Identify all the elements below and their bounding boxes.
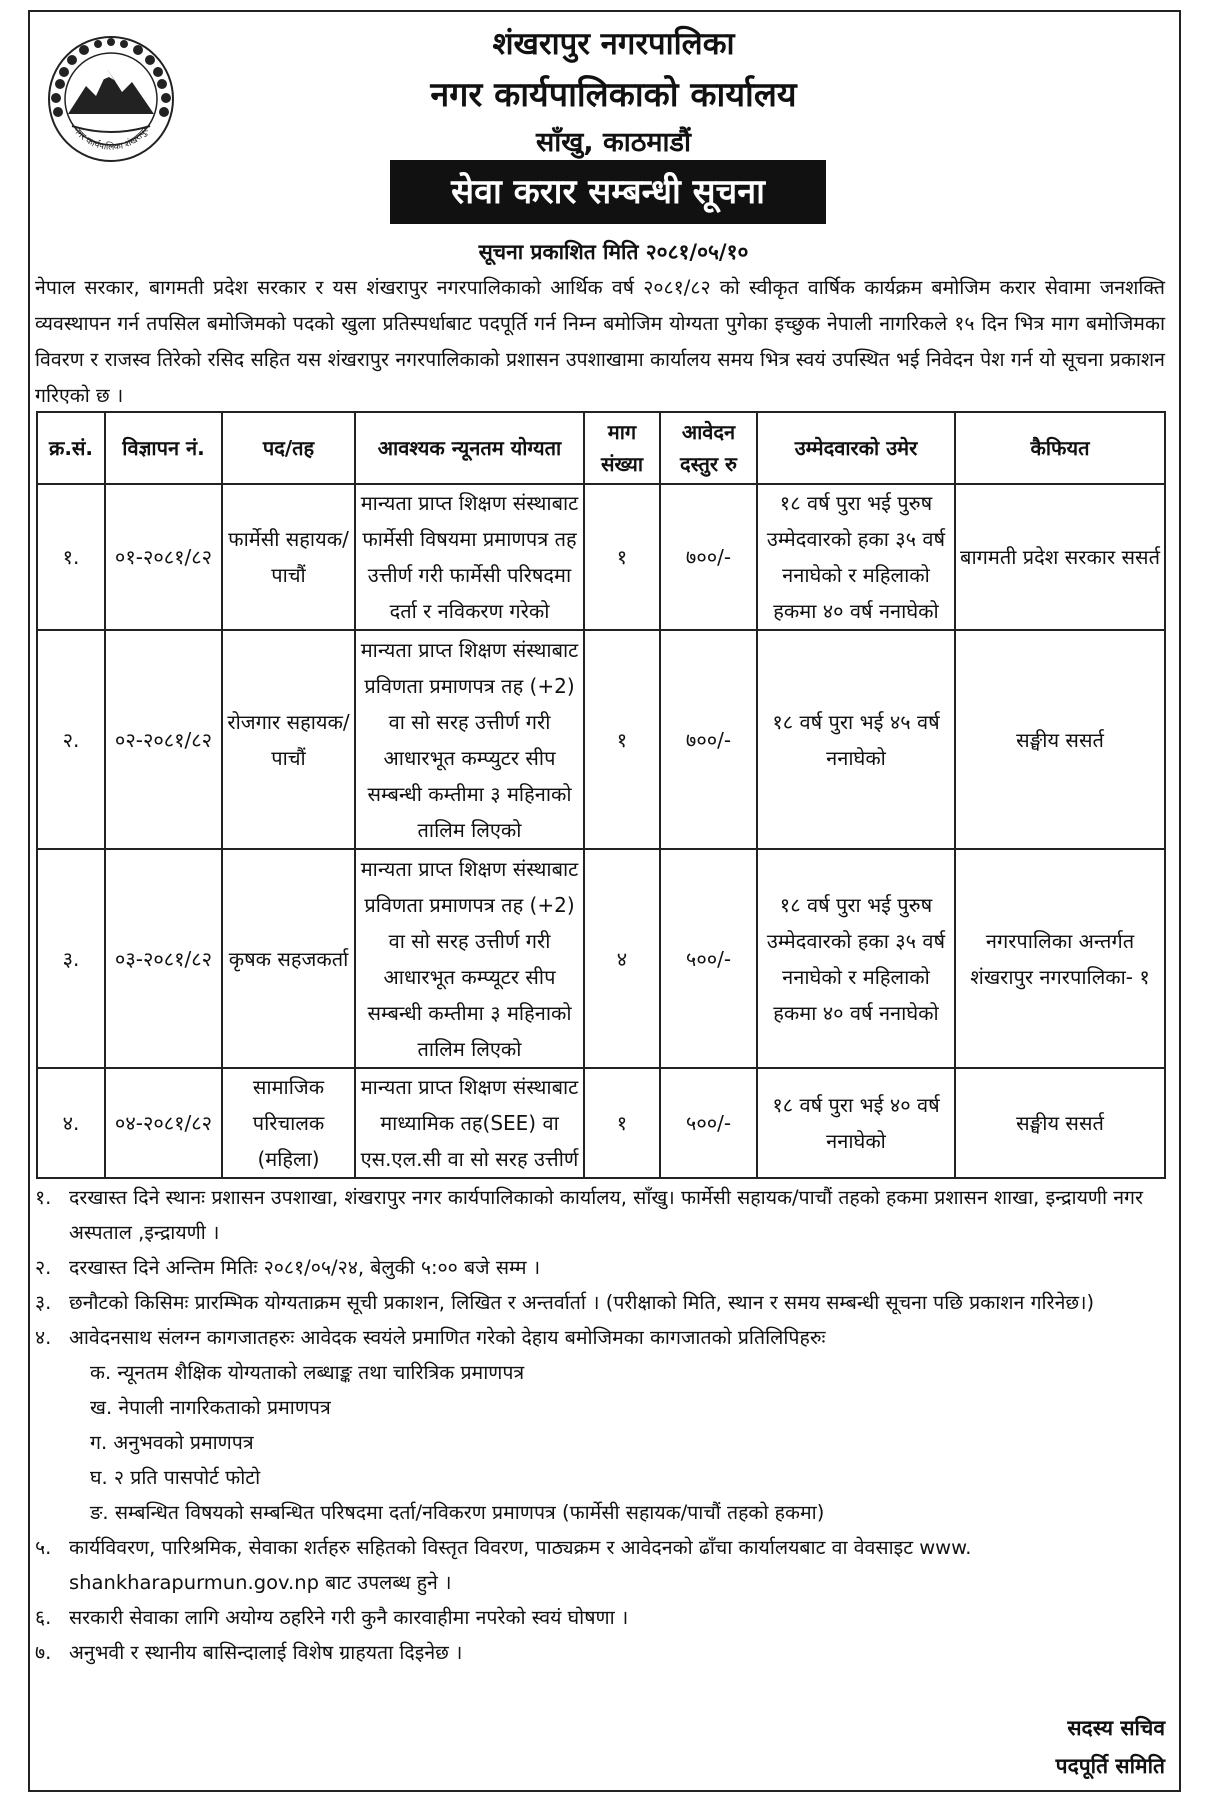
cell-qualification: मान्यता प्राप्त शिक्षण संस्थाबाट माध्यामिक तह(SEE) वा एस.एल.सी वा सो सरह उत्तीर्ण [355, 1068, 584, 1178]
cell-qualification: मान्यता प्राप्त शिक्षण संस्थाबाट फार्मेसी विषयमा प्रमाणपत्र तह उत्तीर्ण गरी फार्मेसी परिषदमा दर्ता र नविकरण गरेको [355, 484, 584, 630]
header-remarks: कैफियत [955, 412, 1165, 484]
cell-remarks: सङ्घीय ससर्त [955, 630, 1165, 849]
note-number: २. [35, 1256, 52, 1279]
logo-text: नगर कार्यपालिका शंखरापुर [71, 125, 151, 153]
note-text: आवेदनसाथ संलग्न कागजातहरुः आवेदक स्वयंले प्रमाणित गरेको देहाय बमोजिमका कागजातको प्रतिलिपिहरुः [69, 1326, 826, 1349]
cell-sn: १. [37, 484, 105, 630]
note-text: दरखास्त दिने अन्तिम मितिः २०८१/०५/२४, बेलुकी ५:०० बजे सम्म । [69, 1256, 541, 1279]
cell-demand: १ [584, 1068, 660, 1178]
note-item [35, 1635, 1165, 1670]
cell-post: रोजगार सहायक/पाचौं [222, 630, 355, 849]
note-item [35, 1320, 1165, 1355]
note-number: १. [35, 1186, 52, 1209]
cell-age: १८ वर्ष पुरा भई ४५ वर्ष ननाघेको [757, 630, 955, 849]
header-ad-no: विज्ञापन नं. [105, 412, 222, 484]
cell-ad-no: ०१-२०८१/८२ [105, 484, 222, 630]
signatory-title: सदस्य सचिव [1067, 1716, 1165, 1740]
cell-fee: ७००/- [660, 484, 757, 630]
cell-sn: ४. [37, 1068, 105, 1178]
header-age: उम्मेदवारको उमेर [757, 412, 955, 484]
cell-post: सामाजिक परिचालक (महिला) [222, 1068, 355, 1178]
cell-demand: १ [584, 484, 660, 630]
document-subitem: घ. २ प्रति पासपोर्ट फोटो [90, 1466, 261, 1489]
header-sn: क्र.सं. [37, 412, 105, 484]
note-item [35, 1180, 1165, 1250]
cell-post: फार्मेसी सहायक/पाचौं [222, 484, 355, 630]
table-header-row [37, 412, 1165, 484]
note-item [35, 1600, 1165, 1635]
municipality-name: शंखरापुर नगरपालिका [492, 26, 735, 62]
document-subitem: ङ. सम्बन्धित विषयको सम्बन्धित परिषदमा दर्ता/नविकरण प्रमाणपत्र (फार्मेसी सहायक/पाचौं तहको हकमा) [90, 1501, 825, 1524]
table-row [37, 630, 1165, 849]
cell-demand: १ [584, 630, 660, 849]
notes-list [35, 1180, 1165, 1670]
note-text: कार्यविवरण, पारिश्रमिक, सेवाका शर्तहरु सहितको विस्तृत विवरण, पाठ्यक्रम र आवेदनको ढाँचा कार्यालयबाट वा वेवसाइट www. shankharapurmun.gov.np बाट उपलब्ध हुने । [69, 1536, 972, 1594]
cell-fee: ५००/- [660, 1068, 757, 1178]
cell-ad-no: ०३-२०८१/८२ [105, 849, 222, 1068]
note-item [35, 1285, 1165, 1320]
vacancy-table [36, 411, 1166, 1179]
note-number: ६. [35, 1606, 52, 1629]
cell-remarks: बागमती प्रदेश सरकार ससर्त [955, 484, 1165, 630]
cell-remarks: सङ्घीय ससर्त [955, 1068, 1165, 1178]
cell-post: कृषक सहजकर्ता [222, 849, 355, 1068]
note-number: ३. [35, 1291, 52, 1314]
cell-remarks: नगरपालिका अन्तर्गत शंखरापुर नगरपालिका- १ [955, 849, 1165, 1068]
cell-sn: ३. [37, 849, 105, 1068]
header-fee: आवेदन दस्तुर रु [660, 412, 757, 484]
cell-qualification: मान्यता प्राप्त शिक्षण संस्थाबाट प्रविणता प्रमाणपत्र तह (+2) वा सो सरह उत्तीर्ण गरी आधारभूत कम्प्युटर सीप सम्बन्धी कम्तीमा ३ महिनाको तालिम लिएको [355, 630, 584, 849]
cell-age: १८ वर्ष पुरा भई ४० वर्ष ननाघेको [757, 1068, 955, 1178]
note-text: अनुभवी र स्थानीय बासिन्दालाई विशेष ग्राहयता दिइनेछ । [69, 1641, 463, 1664]
office-name: नगर कार्यपालिकाको कार्यालय [430, 75, 797, 115]
office-address: साँखु, काठमाडौं [536, 127, 691, 158]
signatory-committee: पदपूर्ति समिति [1055, 1754, 1165, 1778]
note-item [35, 1530, 1165, 1600]
header-demand: माग संख्या [584, 412, 660, 484]
cell-ad-no: ०४-२०८१/८२ [105, 1068, 222, 1178]
cell-sn: २. [37, 630, 105, 849]
header-post: पद/तह [222, 412, 355, 484]
note-item [35, 1250, 1165, 1285]
note-text: छनौटको किसिमः प्रारम्भिक योग्यताक्रम सूची प्रकाशन, लिखित र अन्तर्वार्ता । (परीक्षाको मिति, स्थान र समय सम्बन्धी सूचना पछि प्रकाशन गरिनेछ।) [69, 1291, 1095, 1314]
cell-age: १८ वर्ष पुरा भई पुरुष उम्मेदवारको हका ३५ वर्ष ननाघेको र महिलाको हकमा ४० वर्ष ननाघेको [757, 849, 955, 1068]
cell-fee: ७००/- [660, 630, 757, 849]
document-subitem: ग. अनुभवको प्रमाणपत्र [90, 1431, 254, 1454]
cell-fee: ५००/- [660, 849, 757, 1068]
table-row [37, 1068, 1165, 1178]
header-qualification: आवश्यक न्यूनतम योग्यता [355, 412, 584, 484]
document-subitem: क. न्यूनतम शैक्षिक योग्यताको लब्धाङ्क तथा चारित्रिक प्रमाणपत्र [90, 1361, 525, 1384]
note-number: ५. [35, 1536, 52, 1559]
intro-paragraph: नेपाल सरकार, बागमती प्रदेश सरकार र यस शंखरापुर नगरपालिकाको आर्थिक वर्ष २०८१/८२ को स्वीकृत वार्षिक कार्यक्रम बमोजिम करार सेवामा जनशक्ति व्यवस्थापन गर्न तपसिल बमोजिमको पदको खुला प्रतिस्पर्धाबाट पदपूर्ति गर्न निम्न बमोजिम योग्यता पुगेका इच्छुक नेपाली नागरिकले १५ दिन भित्र माग बमोजिमका विवरण र राजस्व तिरेको रसिद सहित यस शंखरापुर नगरपालिकाको प्रशासन उपशाखामा कार्यालय समय भित्र स्वयं उपस्थित भई निवेदन पेश गर्न यो सूचना प्रकाशन गरिएको छ । [35, 276, 1165, 407]
table-row [37, 849, 1165, 1068]
note-text: दरखास्त दिने स्थानः प्रशासन उपशाखा, शंखरापुर नगर कार्यपालिकाको कार्यालय, साँखु। फार्मेसी सहायक/पाचौं तहको हकमा प्रशासन शाखा, इन्द्रायणी नगर अस्पताल ,इन्द्रायणी । [69, 1186, 1144, 1244]
note-number: ७. [35, 1641, 52, 1664]
publication-date: सूचना प्रकाशित मिति २०८१/०५/१० [478, 240, 749, 264]
cell-demand: ४ [584, 849, 660, 1068]
table-row [37, 484, 1165, 630]
cell-ad-no: ०२-२०८१/८२ [105, 630, 222, 849]
cell-age: १८ वर्ष पुरा भई पुरुष उम्मेदवारको हका ३५ वर्ष ननाघेको र महिलाको हकमा ४० वर्ष ननाघेको [757, 484, 955, 630]
cell-qualification: मान्यता प्राप्त शिक्षण संस्थाबाट प्रविणता प्रमाणपत्र तह (+2) वा सो सरह उत्तीर्ण गरी आधारभूत कम्प्यूटर सीप सम्बन्धी कम्तीमा ३ महिनाको तालिम लिएको [355, 849, 584, 1068]
document-subitem: ख. नेपाली नागरिकताको प्रमाणपत्र [90, 1396, 331, 1419]
note-text: सरकारी सेवाका लागि अयोग्य ठहरिने गरी कुनै कारवाहीमा नपरेको स्वयं घोषणा । [69, 1606, 629, 1629]
note-number: ४. [35, 1326, 52, 1349]
notice-title-banner: सेवा करार सम्बन्धी सूचना [390, 160, 826, 224]
